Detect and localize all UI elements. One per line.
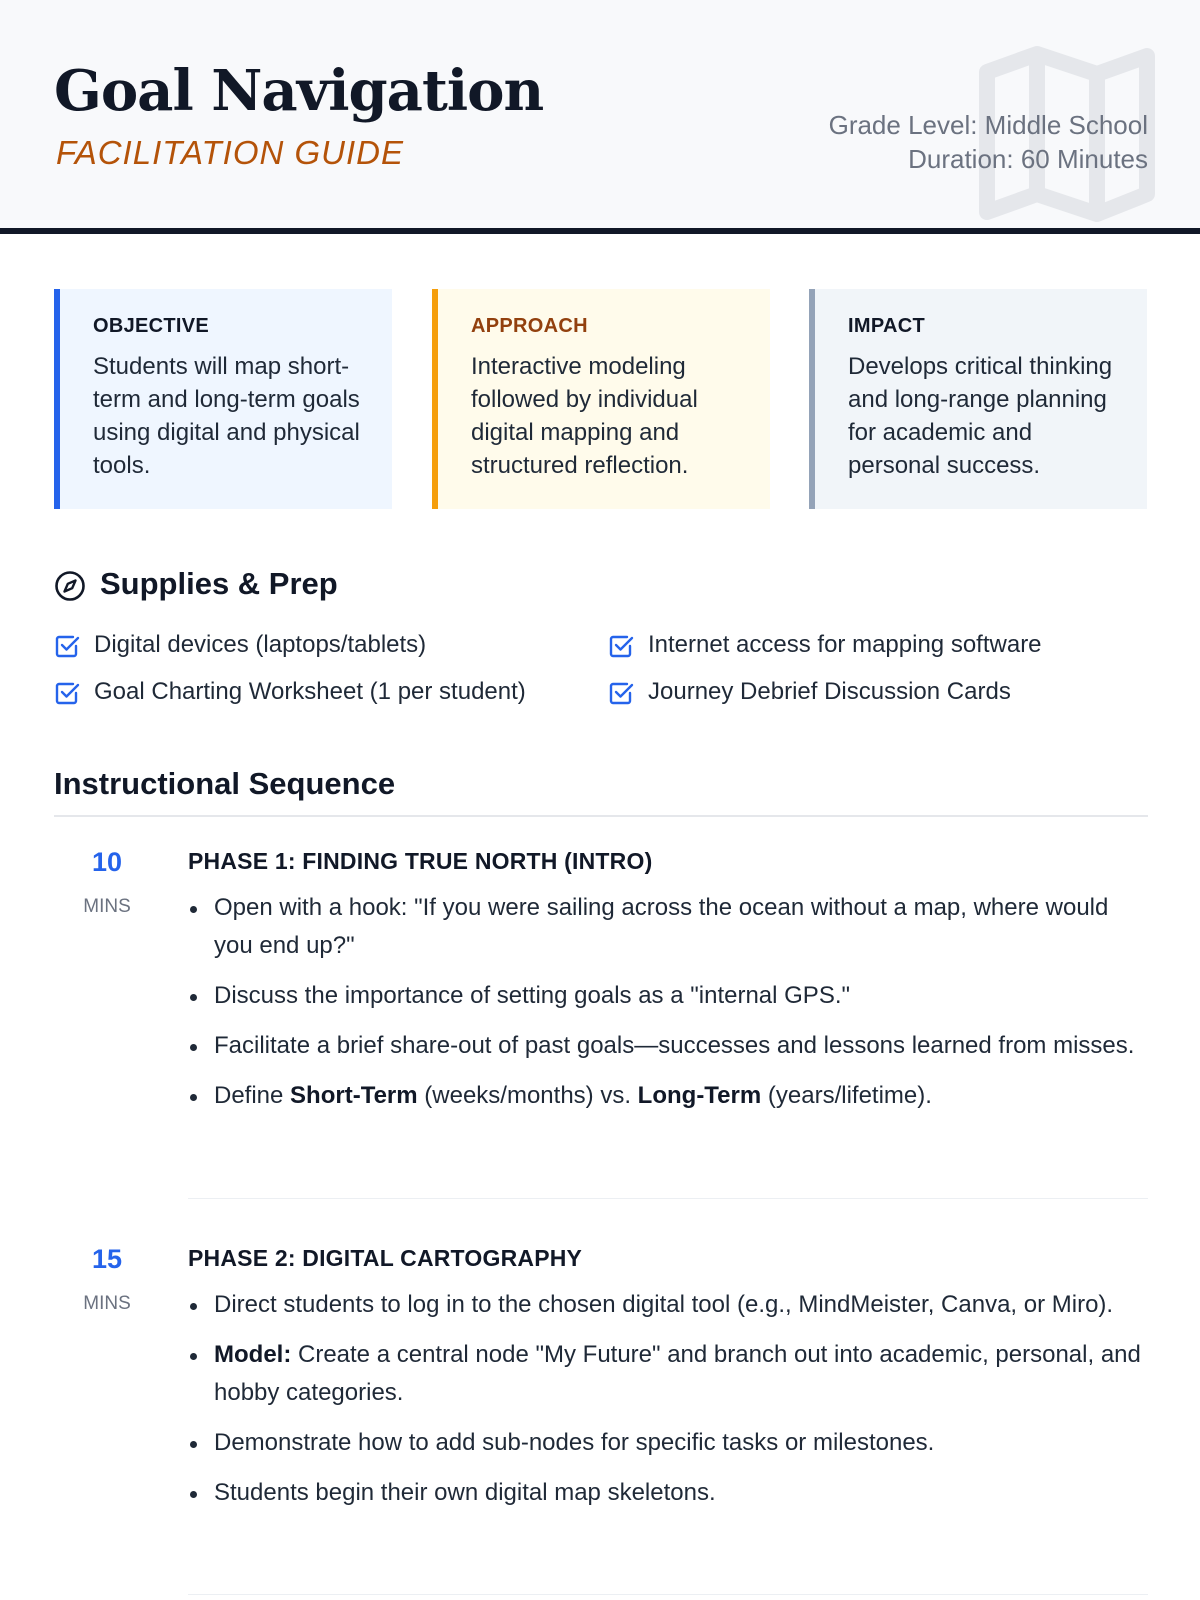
- page-header: [0, 0, 1200, 234]
- objective-text: Students will map short-term and long-term goals using digital and physical tools.: [93, 353, 360, 479]
- phase-step: Model: Create a central node "My Future" and branch out into academic, personal, and hobby categories.: [188, 1336, 1152, 1412]
- duration: Duration: 60 Minutes: [908, 144, 1148, 174]
- compass-icon: [54, 570, 86, 602]
- phase-step: Facilitate a brief share-out of past goals—successes and lessons learned from misses.: [188, 1027, 1152, 1065]
- lesson-meta: [829, 108, 1148, 176]
- phase-minutes-unit: MINS: [83, 896, 131, 917]
- phase-minutes: 15: [91, 1244, 123, 1274]
- phase-divider: [188, 1594, 1148, 1595]
- objective-label: OBJECTIVE: [93, 315, 210, 337]
- supply-item: Digital devices (laptops/tablets): [94, 631, 427, 658]
- phase-step: Open with a hook: "If you were sailing across the ocean without a map, where would you end up?": [188, 889, 1152, 965]
- grade-level: Grade Level: Middle School: [828, 110, 1148, 140]
- section-divider: [54, 815, 1148, 817]
- impact-text: Develops critical thinking and long-range planning for academic and personal success.: [848, 353, 1113, 479]
- impact-card: [809, 289, 1147, 509]
- phase-step: Students begin their own digital map skeletons.: [188, 1474, 1152, 1512]
- sequence-heading: Instructional Sequence: [54, 766, 396, 801]
- phase-divider: [188, 1198, 1148, 1199]
- checkbox-checked-icon: [608, 633, 634, 659]
- approach-text: Interactive modeling followed by individual digital mapping and structured reflection.: [471, 353, 698, 479]
- phase-minutes: 10: [91, 847, 123, 877]
- page-title: Goal Navigation: [54, 58, 544, 124]
- phase-step: Define Short-Term (weeks/months) vs. Long-Term (years/lifetime).: [188, 1077, 1152, 1115]
- phase-minutes-unit: MINS: [83, 1293, 131, 1314]
- checkbox-checked-icon: [54, 680, 80, 706]
- supply-item: Internet access for mapping software: [648, 631, 1042, 658]
- supplies-heading: Supplies & Prep: [100, 566, 338, 601]
- approach-card: [432, 289, 770, 509]
- phase-step-list: [188, 889, 1152, 1127]
- phase-step: Discuss the importance of setting goals as a "internal GPS.": [188, 977, 1152, 1015]
- impact-label: IMPACT: [848, 315, 925, 337]
- phase-step: Direct students to log in to the chosen digital tool (e.g., MindMeister, Canva, or Miro).: [188, 1286, 1152, 1324]
- checkbox-checked-icon: [608, 680, 634, 706]
- objective-card: [54, 289, 392, 509]
- phase-step: Demonstrate how to add sub-nodes for specific tasks or milestones.: [188, 1424, 1152, 1462]
- checkbox-checked-icon: [54, 633, 80, 659]
- approach-label: APPROACH: [471, 315, 588, 337]
- page-subtitle: FACILITATION GUIDE: [56, 134, 405, 171]
- supply-item: Journey Debrief Discussion Cards: [648, 678, 1011, 705]
- phase-step-list: [188, 1286, 1152, 1524]
- phase-title: PHASE 1: FINDING TRUE NORTH (INTRO): [188, 848, 653, 874]
- supply-item: Goal Charting Worksheet (1 per student): [94, 678, 526, 705]
- phase-title: PHASE 2: DIGITAL CARTOGRAPHY: [188, 1245, 583, 1271]
